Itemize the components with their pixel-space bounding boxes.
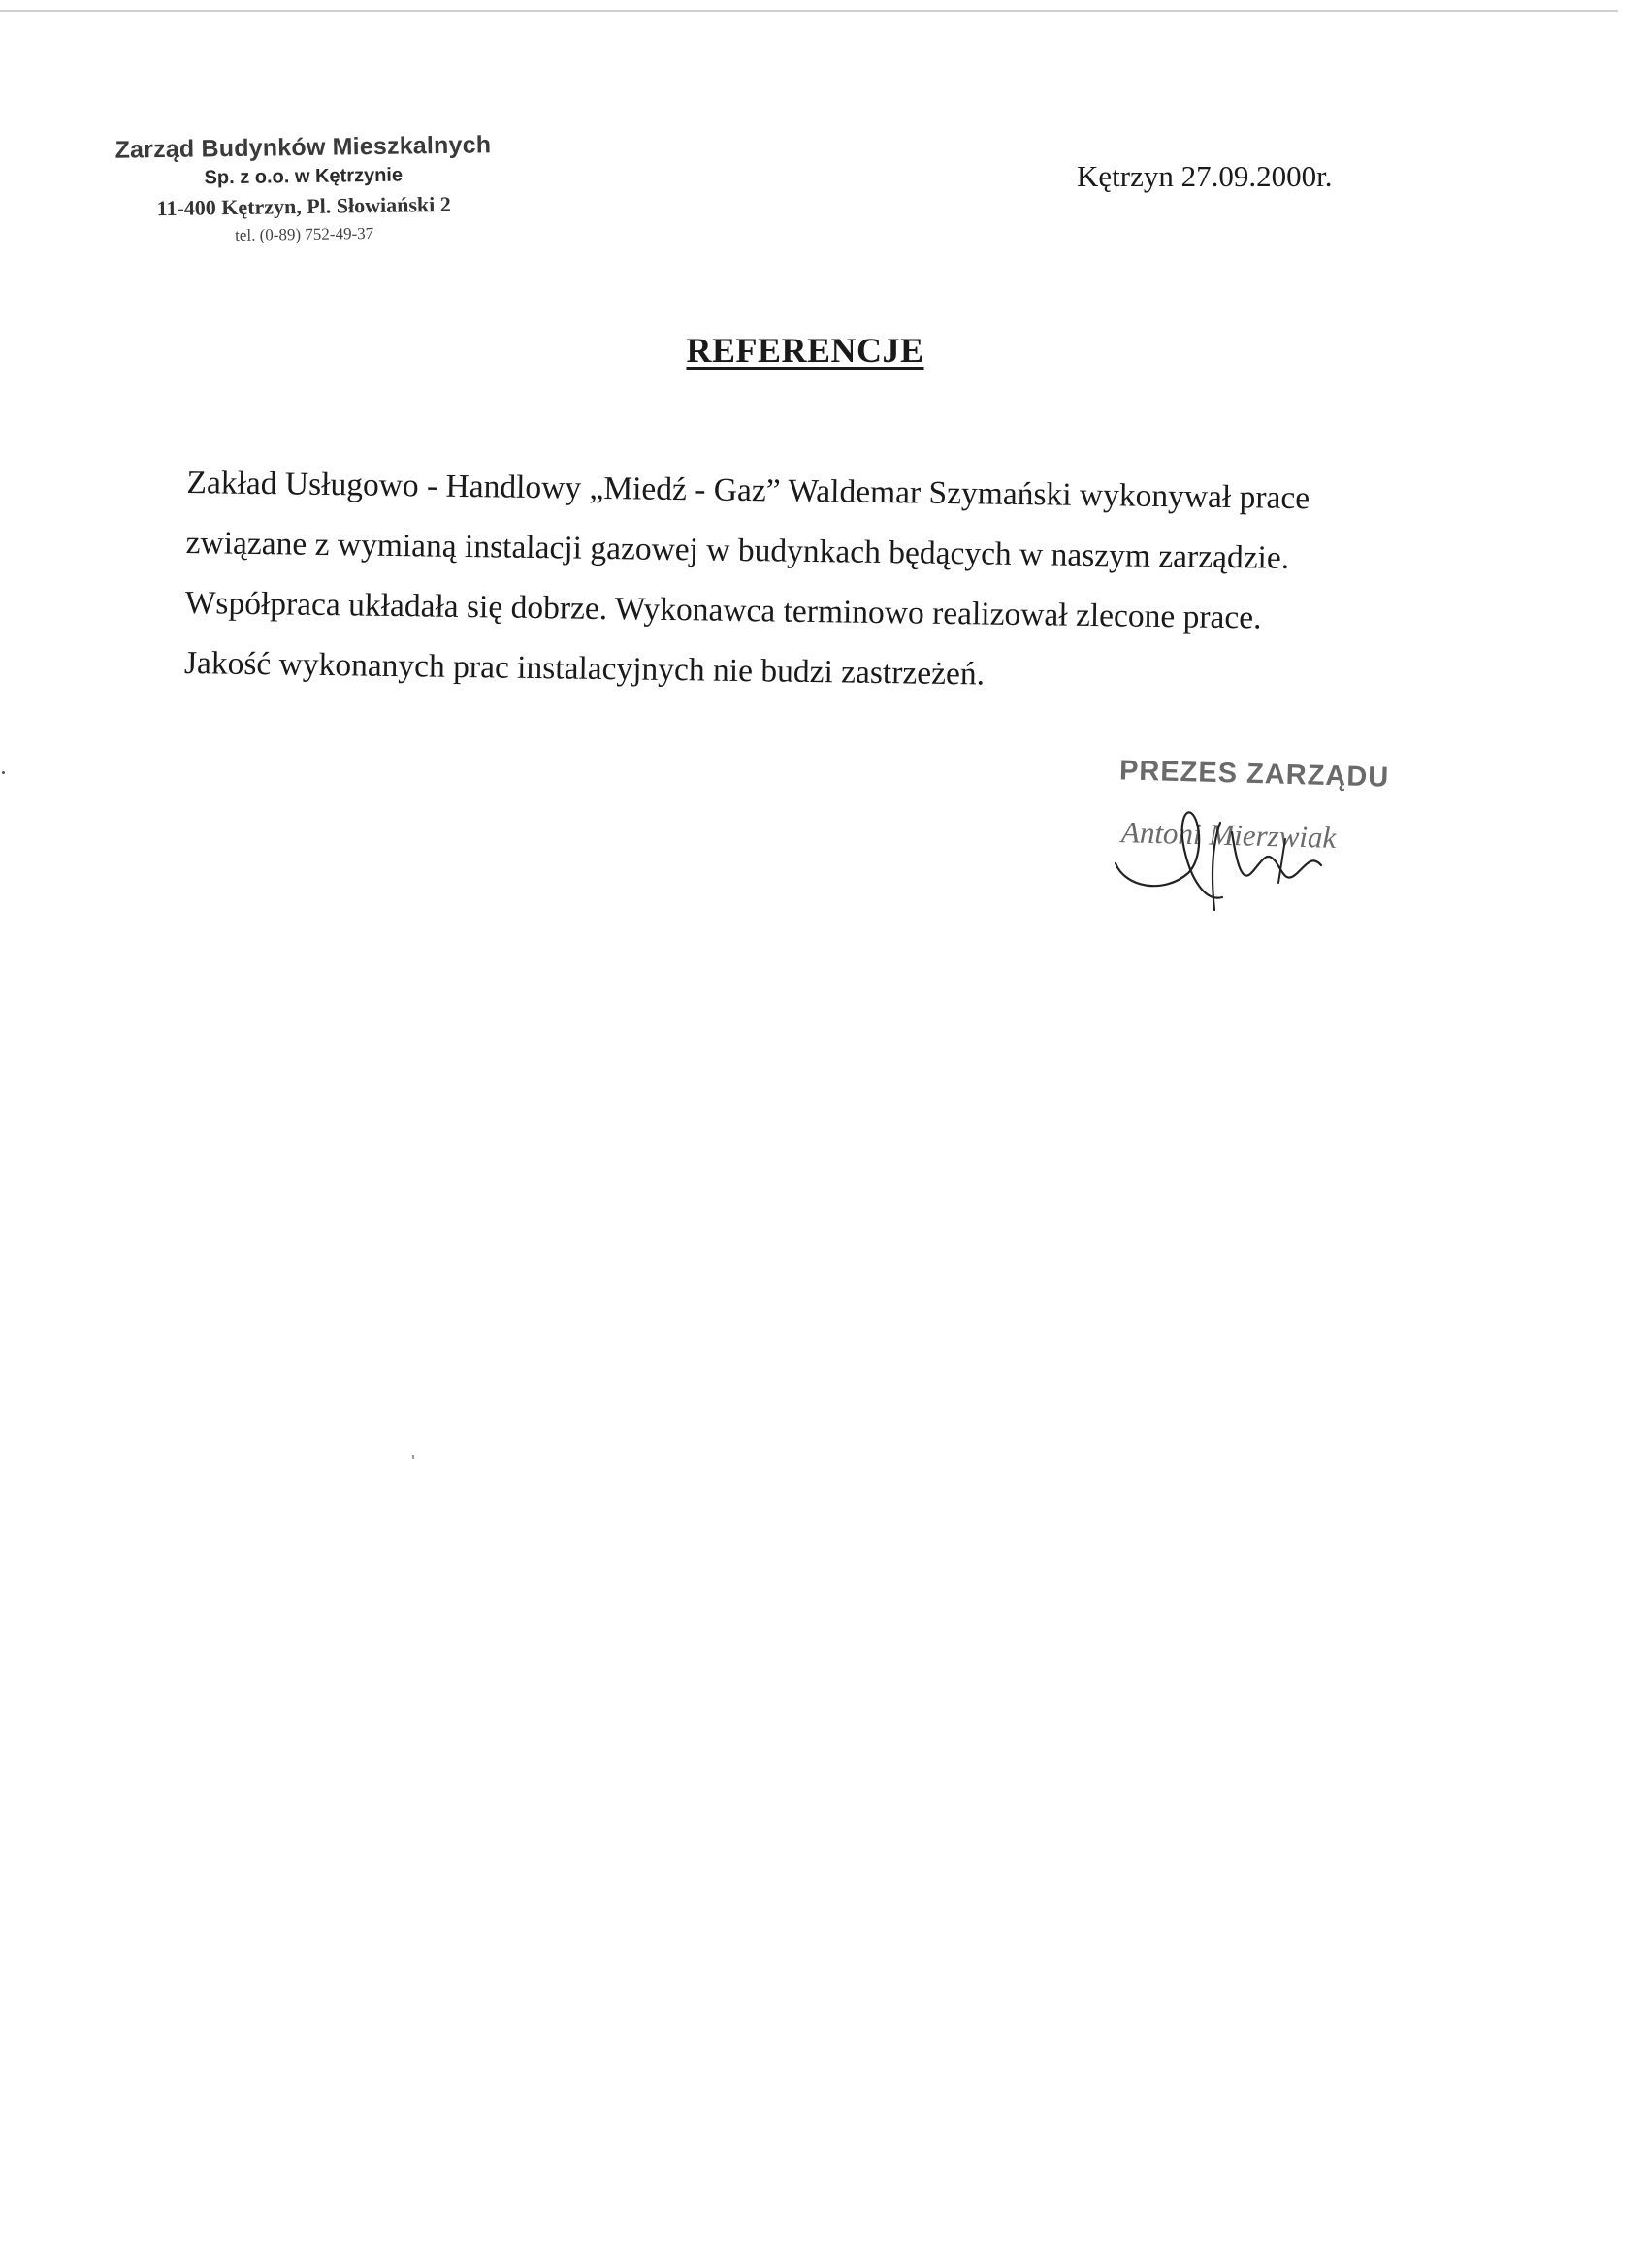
stamp-address: 11-400 Kętrzyn, Pl. Słowiański 2 — [156, 191, 451, 221]
scan-speck — [412, 1455, 414, 1459]
letter-body — [184, 453, 1429, 711]
place-and-date: Kętrzyn 27.09.2000r. — [1077, 159, 1333, 193]
stamp-company-name: Zarząd Budynków Mieszkalnych — [114, 131, 492, 164]
signatory-name-stamp: Antoni Mierzwiak — [1120, 815, 1337, 855]
document-title: REFERENCJE — [686, 331, 924, 370]
company-stamp — [113, 131, 494, 246]
scan-speck — [2, 771, 5, 774]
handwritten-signature — [1096, 805, 1406, 922]
stamp-phone: tel. (0-89) 752-49-37 — [234, 223, 374, 244]
body-line-4: Jakość wykonanych prac instalacyjnych nie budzi zastrzeżeń. — [183, 644, 986, 693]
body-line-1: Zakład Usługowo - Handlowy „Miedź - Gaz” Waldemar Szymański wykonywał prace — [186, 464, 1310, 517]
body-line-2: związane z wymianą instalacji gazowej w budynkach będących w naszym zarządzie. — [185, 524, 1290, 576]
scan-edge-line — [0, 10, 1618, 12]
stamp-company-form: Sp. z o.o. w Kętrzynie — [204, 164, 404, 189]
signatory-role-stamp: PREZES ZARZĄDU — [1118, 755, 1390, 794]
body-line-3: Współpraca układała się dobrze. Wykonawca terminowo realizował zlecone prace. — [184, 584, 1262, 636]
